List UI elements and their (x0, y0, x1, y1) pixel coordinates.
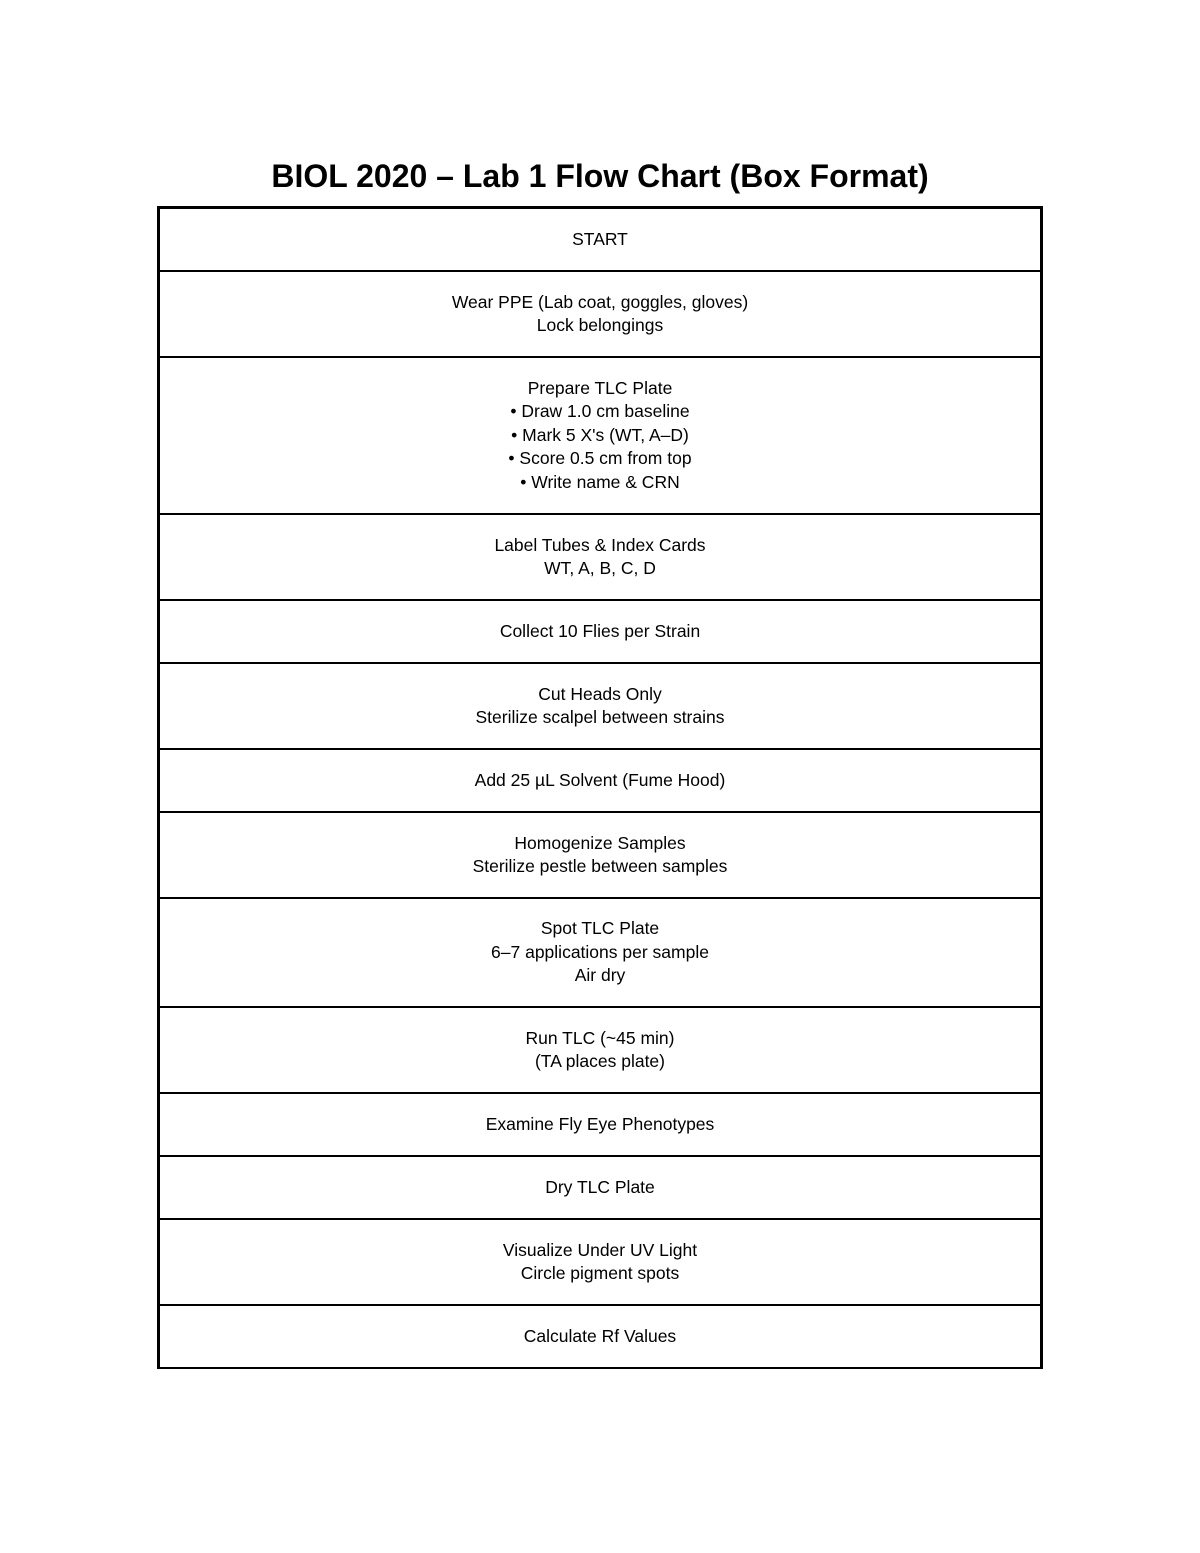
step-text: Spot TLC Plate (540, 918, 660, 939)
page-title: BIOL 2020 – Lab 1 Flow Chart (Box Format) (271, 158, 929, 194)
step-text: Label Tubes & Index Cards (494, 534, 706, 555)
step-wear-ppe (160, 272, 1040, 358)
step-text: WT, A, B, C, D (544, 558, 656, 578)
step-text: Calculate Rf Values (523, 1325, 677, 1346)
step-text: Visualize Under UV Light (502, 1239, 698, 1260)
step-text: Lock belongings (536, 315, 664, 335)
step-add-solvent (160, 750, 1040, 813)
step-text: (TA places plate) (534, 1051, 665, 1071)
step-text: Air dry (574, 965, 626, 986)
step-text: Cut Heads Only (538, 683, 662, 704)
step-text: START (572, 228, 628, 249)
step-homogenize (160, 813, 1040, 899)
step-text: Run TLC (~45 min) (525, 1027, 675, 1048)
step-text: Dry TLC Plate (545, 1176, 655, 1197)
step-text: Examine Fly Eye Phenotypes (485, 1113, 715, 1134)
flow-chart-table (157, 206, 1043, 1369)
step-text: Circle pigment spots (520, 1263, 680, 1283)
step-text: Sterilize pestle between samples (472, 856, 728, 876)
step-visualize-uv (160, 1220, 1040, 1306)
step-spot-tlc-plate (160, 899, 1040, 1008)
step-text: Prepare TLC Plate (527, 377, 673, 398)
step-run-tlc (160, 1008, 1040, 1094)
step-cut-heads (160, 664, 1040, 750)
step-label-tubes (160, 515, 1040, 601)
step-calculate-rf (160, 1306, 1040, 1369)
step-text: Sterilize scalpel between strains (475, 707, 725, 727)
step-text: • Write name & CRN (520, 471, 680, 492)
step-text: Wear PPE (Lab coat, goggles, gloves) (451, 291, 749, 312)
step-prepare-tlc-plate (160, 358, 1040, 515)
step-text: • Mark 5 X's (WT, A–D) (511, 424, 689, 445)
step-collect-flies (160, 601, 1040, 664)
step-text: Add 25 µL Solvent (Fume Hood) (474, 769, 726, 790)
step-start (160, 209, 1040, 272)
step-dry-tlc-plate (160, 1157, 1040, 1220)
step-text: • Score 0.5 cm from top (508, 448, 692, 469)
step-text: • Draw 1.0 cm baseline (510, 401, 690, 422)
step-text: Collect 10 Flies per Strain (499, 620, 701, 641)
step-text: Homogenize Samples (514, 832, 686, 853)
step-text: 6–7 applications per sample (491, 941, 709, 962)
step-examine-phenotypes (160, 1094, 1040, 1157)
